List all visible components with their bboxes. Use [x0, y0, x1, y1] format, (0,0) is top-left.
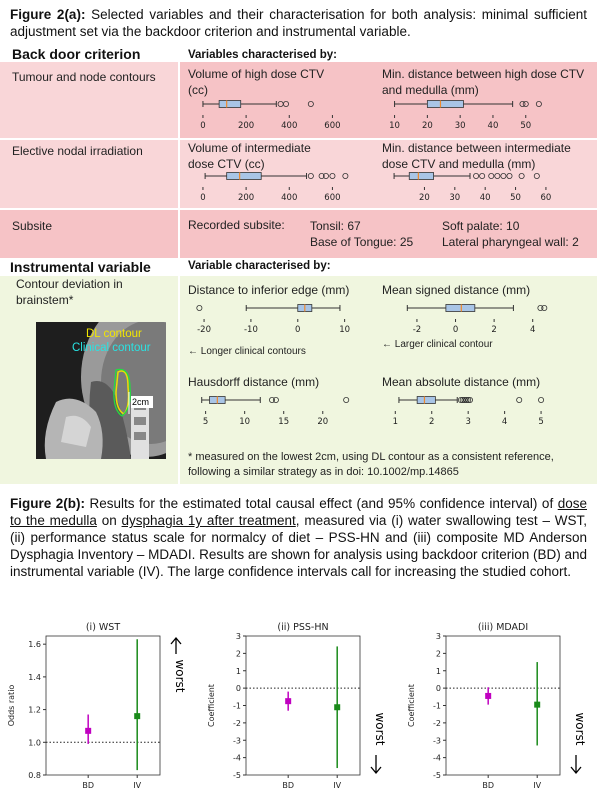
y-tick-label: 3 [435, 632, 441, 641]
x-tick-label: 30 [449, 193, 461, 203]
plot-frame [46, 636, 160, 775]
plot-frame [446, 636, 560, 775]
y-tick-label: 2 [235, 649, 241, 659]
iqr-box [427, 101, 463, 108]
y-tick-label: -1 [233, 701, 241, 711]
y-tick-label: 1.2 [28, 705, 41, 715]
x-tick-label: 20 [419, 193, 430, 203]
iqr-box [219, 101, 241, 108]
x-tick-label: IV [133, 781, 142, 790]
x-tick-label: 10 [339, 325, 351, 335]
boxplot-hausdorff [182, 392, 362, 432]
subsite-tonsil: Tonsil: 67 [310, 219, 361, 233]
boxplot-mean-absolute [380, 392, 560, 432]
outlier-point [534, 173, 539, 178]
x-tick-label: 5 [538, 417, 544, 427]
estimate-point-bd [485, 693, 491, 699]
legend-dl-contour: DL contour [86, 328, 142, 340]
iqr-box [409, 173, 433, 180]
fig-b-t1: Results for the estimated total causal effect (and 95% confidence interval) of [85, 496, 558, 511]
worst-label: worst [573, 712, 587, 746]
x-tick-label: 40 [487, 121, 499, 131]
x-tick-label: 400 [281, 121, 298, 131]
subsite-soft-palate: Soft palate: 10 [442, 219, 520, 233]
instrumental-name: Contour deviation in brainstem* [16, 277, 123, 307]
chart-title: (i) WST [85, 622, 121, 633]
x-tick-label: IV [533, 781, 542, 790]
outlier-point [495, 173, 500, 178]
plot-mean-absolute-label: Mean absolute distance (mm) [382, 375, 541, 389]
fig-b-t2: on [96, 513, 122, 528]
x-tick-label: 10 [239, 417, 251, 427]
y-tick-label: 1.0 [28, 738, 41, 748]
subsite-lateral-pharyngeal: Lateral pharyngeal wall: 2 [442, 235, 579, 249]
worst-annotation [571, 712, 587, 773]
x-tick-label: 4 [501, 417, 508, 427]
x-tick-label: 50 [520, 121, 532, 131]
x-tick-label: 2 [491, 325, 497, 335]
outlier-point [278, 101, 283, 106]
x-tick-label: 50 [510, 193, 521, 203]
outlier-point [489, 173, 494, 178]
note-larger-clinical: ← Larger clinical contour [382, 339, 493, 350]
x-tick-label: 1 [392, 417, 398, 427]
y-tick-label: 0 [235, 684, 241, 694]
x-tick-label: -2 [412, 325, 422, 335]
outlier-point [283, 101, 288, 106]
x-tick-label: 0 [200, 193, 206, 203]
plot-inferior-edge-label: Distance to inferior edge (mm) [188, 283, 350, 297]
subsite-recorded-label: Recorded subsite: [188, 218, 285, 232]
x-tick-label: 3 [465, 417, 471, 427]
x-tick-label: BD [82, 781, 95, 790]
x-tick-label: 2 [429, 417, 435, 427]
outlier-point [542, 305, 547, 310]
y-tick-label: -2 [433, 718, 441, 728]
y-axis-label: Coefficient [407, 684, 416, 727]
worst-label: worst [373, 712, 387, 746]
fig-a-text: Selected variables and their characterisation for both analysis: minimal sufficient adjustment set via the backdoor criterion and instrumental variable. [10, 7, 587, 39]
x-tick-label: 60 [540, 193, 552, 203]
instrumental-title: Instrumental variable [10, 259, 151, 275]
estimate-point-iv [134, 713, 140, 719]
outlier-point [473, 173, 478, 178]
y-tick-label: 2 [435, 649, 441, 659]
estimate-point-iv [534, 702, 540, 708]
outlier-point [523, 101, 528, 106]
x-tick-label: 600 [324, 193, 341, 203]
y-tick-label: 0.8 [28, 771, 41, 780]
x-tick-label: 40 [479, 193, 491, 203]
outlier-point [330, 173, 335, 178]
x-tick-label: 5 [202, 417, 209, 427]
estimate-point-bd [85, 728, 91, 734]
iqr-box [446, 305, 475, 312]
boxplot-inferior-edge [182, 300, 362, 340]
x-tick-label: BD [282, 781, 295, 790]
row-tumour-left-label: Volume of high dose CTV (cc) [188, 67, 325, 97]
footnote: * measured on the lowest 2cm, using DL contour as a consistent reference, following a similar strategy as in doi: 10.1002/mp.14865 [188, 451, 554, 478]
outlier-point [536, 101, 541, 106]
y-tick-label: 1.4 [28, 672, 41, 682]
x-tick-label: 0 [295, 325, 301, 335]
subsite-base-of-tongue: Base of Tongue: 25 [310, 235, 414, 249]
instrumental-header: Variable characterised by: [188, 260, 331, 272]
plot-frame [246, 636, 360, 775]
outlier-point [480, 173, 485, 178]
x-tick-label: -20 [197, 325, 212, 335]
backdoor-title: Back door criterion [12, 46, 141, 62]
worst-annotation [371, 712, 387, 773]
outlier-point [308, 173, 313, 178]
outlier-point [519, 173, 524, 178]
y-tick-label: 1 [435, 666, 441, 676]
y-axis-label: Odds ratio [7, 684, 16, 727]
y-tick-label: 0 [435, 684, 441, 694]
x-tick-label: 0 [200, 121, 206, 131]
legend-clinical-contour: Clinical contour [72, 342, 151, 354]
row-nodal-left-label: Volume of intermediate dose CTV (cc) [188, 141, 311, 171]
outlier-point [273, 397, 278, 402]
fig-b-t3: , measured via (i) water swallowing test – WST, (ii) performance status scale for normalcy of diet – PSS-HN and (iii) composite MD Anderson Dysphagia Inventory – MDADI. Results are shown for analysis using backdoor criterion (BD) and instrumental variable (IV). The large confidence intervals call for increasing the studied cohort. [10, 513, 588, 579]
fig-a-caption [10, 6, 587, 40]
outlier-point [501, 173, 506, 178]
estimate-point-iv [334, 704, 340, 710]
fig-b-outcome: dysphagia 1y after treatment [121, 513, 296, 528]
x-tick-label: 200 [237, 193, 255, 203]
y-tick-label: -1 [433, 701, 441, 711]
ct-scan-image [36, 322, 166, 459]
outlier-point [197, 305, 202, 310]
outlier-point [538, 397, 543, 402]
outlier-point [343, 173, 348, 178]
scale-label: 2cm [132, 397, 150, 407]
effect-chart-wst [0, 618, 200, 798]
outlier-point [308, 101, 313, 106]
x-tick-label: 20 [317, 417, 329, 427]
row-tumour-right-label: Min. distance between high dose CTV and medulla (mm) [382, 67, 585, 97]
x-tick-label: 20 [421, 121, 433, 131]
y-tick-label: -5 [233, 771, 241, 780]
x-tick-label: 200 [237, 121, 255, 131]
outlier-point [344, 397, 349, 402]
y-tick-label: -3 [233, 736, 241, 746]
outlier-point [507, 173, 512, 178]
y-tick-label: -5 [433, 771, 441, 780]
effect-chart-mdadi [400, 618, 597, 798]
plot-hausdorff-label: Hausdorff distance (mm) [188, 375, 320, 389]
y-tick-label: -3 [433, 736, 441, 746]
row-nodal-name: Elective nodal irradiation [12, 144, 143, 158]
fig-a-label: Figure 2(a): [10, 7, 86, 22]
fig-b-exposure: dose to the medulla [10, 496, 587, 528]
worst-annotation [171, 638, 187, 693]
worst-label: worst [173, 659, 187, 693]
backdoor-header: Variables characterised by: [188, 49, 337, 61]
plot-mean-signed-label: Mean signed distance (mm) [382, 283, 531, 297]
row-tumour-name: Tumour and node contours [12, 70, 156, 84]
y-tick-label: -4 [233, 753, 241, 763]
y-tick-label: 1.6 [28, 640, 41, 650]
x-tick-label: 600 [324, 121, 341, 131]
effect-chart-pss-hn [200, 618, 400, 798]
row-nodal-right-label: Min. distance between intermediate dose CTV and medulla (mm) [382, 141, 571, 171]
x-tick-label: 4 [529, 325, 536, 335]
x-tick-label: BD [482, 781, 495, 790]
y-tick-label: 3 [235, 632, 241, 641]
outlier-point [517, 397, 522, 402]
note-longer-clinical: ← Longer clinical contours [188, 346, 306, 357]
y-tick-label: -4 [433, 753, 441, 763]
y-axis-label: Coefficient [207, 684, 216, 727]
y-tick-label: -2 [233, 718, 241, 728]
fig-b-label: Figure 2(b): [10, 496, 86, 511]
chart-title: (iii) MDADI [477, 622, 529, 633]
boxplot-mean-signed [380, 300, 560, 340]
iqr-box [227, 173, 262, 180]
boxplot-intermediate-dose-volume [182, 168, 362, 208]
estimate-point-bd [285, 698, 291, 704]
y-tick-label: 1 [235, 666, 241, 676]
x-tick-label: 10 [389, 121, 400, 131]
x-tick-label: IV [333, 781, 342, 790]
boxplot-high-dose-distance [380, 96, 560, 136]
x-tick-label: -10 [243, 325, 258, 335]
row-subsite-name: Subsite [12, 219, 53, 233]
x-tick-label: 30 [454, 121, 466, 131]
boxplot-high-dose-volume [182, 96, 362, 136]
boxplot-intermediate-dose-distance [380, 168, 560, 208]
chart-title: (ii) PSS-HN [277, 622, 329, 633]
iqr-box [417, 397, 435, 404]
x-tick-label: 0 [452, 325, 459, 335]
fig-b-caption [10, 495, 587, 580]
x-tick-label: 15 [278, 417, 290, 427]
x-tick-label: 400 [281, 193, 298, 203]
